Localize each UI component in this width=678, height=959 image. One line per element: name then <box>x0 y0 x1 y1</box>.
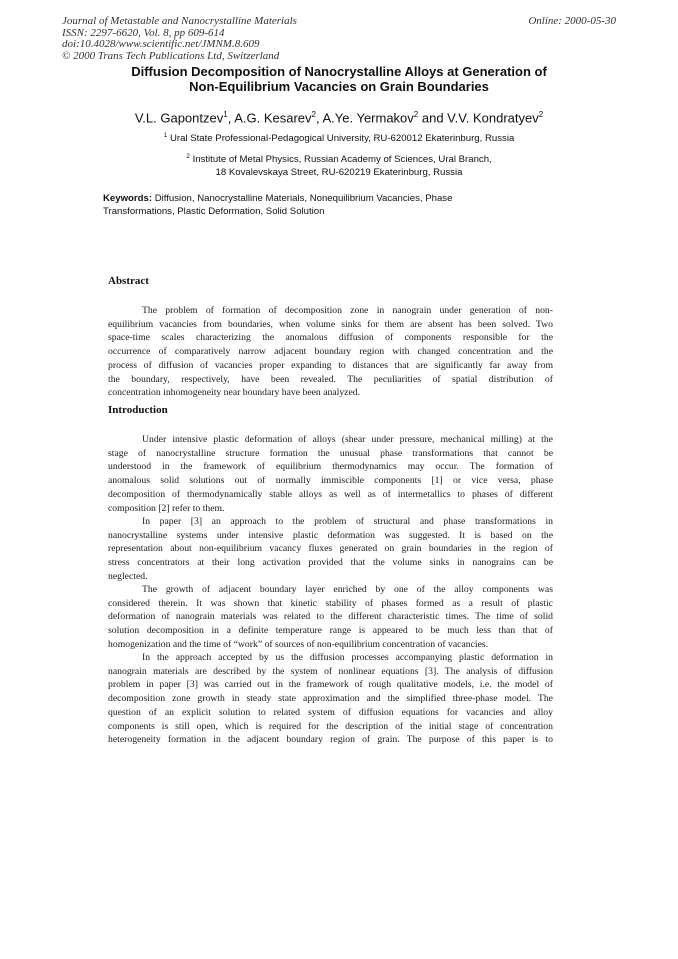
text-line: concentration inhomogeneity near boundary have been analyzed. <box>108 387 361 399</box>
affiliation-1 <box>70 130 608 146</box>
introduction-heading: Introduction <box>108 404 168 416</box>
text-line: the boundary, respectively, have been revealed. The peculiarities of spatial distribution of <box>108 373 553 385</box>
text-line: process of diffusion of vacancies proper expanding to distances that are significantly far away from <box>108 359 553 371</box>
text-line: understood in the framework of equilibrium thermodynamics may occur. The formation of <box>108 461 553 473</box>
keywords-text: Transformations, Plastic Deformation, Solid Solution <box>103 205 325 217</box>
intro-paragraph <box>108 651 553 747</box>
text-line: deformation of nanograin materials was related to the different characteristic times. The time of solid <box>108 611 553 623</box>
affiliation-line: Institute of Metal Physics, Russian Academy of Sciences, Ural Branch, <box>192 154 492 166</box>
online-date: Online: 2000-05-30 <box>528 15 616 27</box>
author-sup: 1 <box>223 110 228 119</box>
author-name: V.V. Kondratyev <box>447 110 539 126</box>
text-line: nanograin materials are described by the system of nonlinear equations [3]. The analysis of diffusion <box>108 665 553 677</box>
text-line: considered therein. It was shown that kinetic stability of phases formed as a result of plastic <box>108 597 553 609</box>
text-line: question of an explicit solution to related system of diffusion equations for vacancies and alloy <box>108 706 553 718</box>
text-line: In paper [3] an approach to the problem of structural and phase transformations in <box>142 516 553 527</box>
text-line: In the approach accepted by us the diffusion processes accompanying plastic deformation in <box>142 652 553 663</box>
keywords-block <box>103 193 543 218</box>
text-line: The problem of formation of decomposition zone in nanograin under generation of non- <box>142 305 553 316</box>
author-name: A.G. Kesarev <box>234 110 312 126</box>
text-line: equilibrium vacancies from boundaries, when volume sinks for them are absent has been solved. Two <box>108 318 553 330</box>
author-sup: 2 <box>538 110 544 119</box>
text-line: problem in paper [3] was carried out in the framework of rough qualitative models, i.e. the model of <box>108 679 553 691</box>
journal-header <box>62 16 482 62</box>
journal-name: Journal of Metastable and Nanocrystalline Materials <box>62 15 297 27</box>
author-separator: , <box>227 110 235 126</box>
text-line: components is still open, which is required for the description of the initial stage of concentration <box>108 720 553 732</box>
paper-title <box>70 64 608 94</box>
title-line-1: Diffusion Decomposition of Nanocrystalline Alloys at Generation of <box>131 64 547 79</box>
text-line: solution decomposition in a definite temperature range is appeared to be much less than that of <box>108 625 553 637</box>
copyright-line: © 2000 Trans Tech Publications Ltd, Switzerland <box>62 49 280 62</box>
keywords-label: Keywords: <box>103 193 153 204</box>
text-line: space-time scales characterizing the anomalous diffusion of components responsible for the <box>108 332 553 344</box>
title-line-2: Non-Equilibrium Vacancies on Grain Boundaries <box>189 79 489 94</box>
intro-paragraph <box>108 433 553 515</box>
text-line: heterogeneity formation in the adjacent boundary region of grain. The purpose of this paper is to <box>108 734 553 746</box>
text-line: stress concentrators at their long activation provided that the volume sinks in nanograins can be <box>108 557 553 569</box>
doi-line: doi:10.4028/www.scientific.net/JMNM.8.609 <box>62 38 260 50</box>
affiliation-sup: 1 <box>163 132 168 139</box>
abstract-heading: Abstract <box>108 275 149 287</box>
affiliation-line: Ural State Professional-Pedagogical University, RU-620012 Ekaterinburg, Russia <box>169 133 515 145</box>
author-conjunction: and <box>418 110 448 126</box>
author-separator: , <box>315 110 323 126</box>
affiliation-sup: 2 <box>186 153 190 160</box>
author-name: A.Ye. Yermakov <box>322 110 414 126</box>
text-line: nanocrystalline systems under intensive plastic deformation was suggested. It is based on the <box>108 529 553 541</box>
text-line: anomalous solid solutions out of normally immiscible components [1] or vice versa, phase <box>108 475 553 487</box>
intro-paragraph <box>108 515 553 584</box>
abstract-paragraph <box>108 304 553 400</box>
intro-paragraph <box>108 583 553 652</box>
author-list <box>70 107 608 125</box>
text-line: homogenization and the time of “work” of sources of non-equilibrium concentration of vacancies. <box>108 638 489 650</box>
affiliation-2 <box>70 151 608 179</box>
text-line: The growth of adjacent boundary layer enriched by one of the alloy components was <box>142 584 553 595</box>
author-sup: 2 <box>413 110 419 119</box>
author-sup: 2 <box>311 110 316 119</box>
text-line: representation about non-equilibrium vacancy fluxes generated on grain boundaries in the region of <box>108 543 553 555</box>
text-line: neglected. <box>108 570 148 582</box>
text-line: Under intensive plastic deformation of alloys (shear under pressure, mechanical milling) at the <box>142 434 553 445</box>
keywords-text: Diffusion, Nanocrystalline Materials, Nonequilibrium Vacancies, Phase <box>152 193 453 204</box>
text-line: composition [2] refer to them. <box>108 502 225 514</box>
affiliation-line: 18 Kovalevskaya Street, RU-620219 Ekaterinburg, Russia <box>215 166 463 178</box>
text-line: stage of nanocrystalline structure formation the unusual phase transformations that cannot be <box>108 447 553 459</box>
author-name: V.L. Gapontzev <box>134 110 224 126</box>
text-line: decomposition of thermodynamically stable alloys as well as of intermetallics to phases of different <box>108 488 553 500</box>
issn-line: ISSN: 2297-6620, Vol. 8, pp 609-614 <box>62 26 225 39</box>
text-line: decomposition zone growth in steady state approximation and the simplified three-phase model. The <box>108 693 553 705</box>
text-line: occurrence of comparatively narrow adjacent boundary region with changed concentration and the <box>108 346 553 358</box>
